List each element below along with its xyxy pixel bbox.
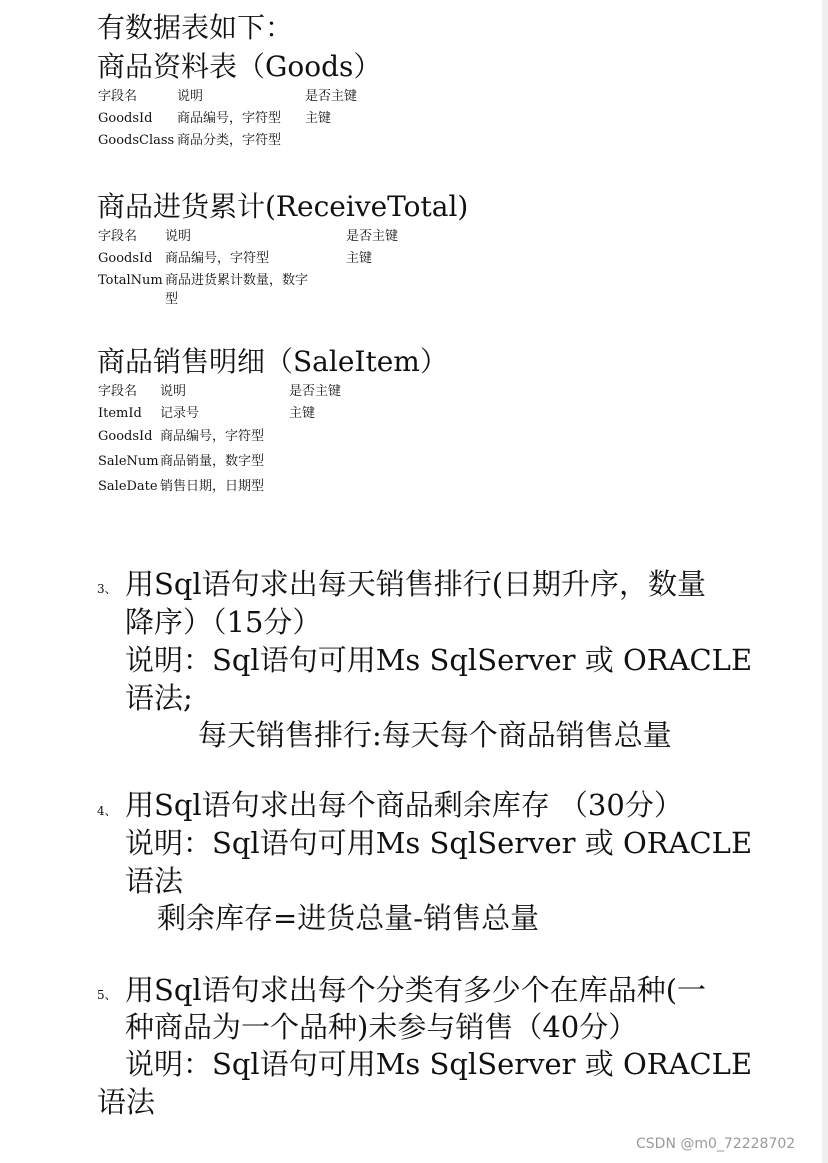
table-goods-header-desc: 说明	[177, 89, 204, 104]
question-line: 剩余库存=进货总量-销售总量	[157, 901, 540, 935]
table-saleitem-cell: ItemId	[98, 406, 142, 421]
table-goods-cell: 商品分类，字符型	[177, 133, 282, 148]
table-receive-header-key: 是否主键	[346, 229, 399, 244]
table-goods-cell: 商品编号，字符型	[177, 111, 282, 126]
table-receive-cell: 商品编号，字符型	[165, 251, 270, 266]
table-saleitem-cell: 主键	[289, 406, 316, 421]
question-line: 用Sql语句求出每个商品剩余库存 （30分）	[125, 788, 683, 822]
table-receive-cell: GoodsId	[98, 251, 153, 266]
table-saleitem-cell: 销售日期，日期型	[160, 479, 265, 494]
question-line: 说明：Sql语句可用Ms SqlServer 或 ORACLE	[125, 826, 753, 860]
table-receive-cell: 主键	[346, 251, 373, 266]
question-line: 语法	[125, 864, 184, 898]
table-saleitem-cell: 记录号	[160, 406, 200, 421]
table-saleitem-header-desc: 说明	[160, 384, 187, 399]
table-receive-header-desc: 说明	[165, 229, 192, 244]
question-number: 4、	[97, 804, 117, 818]
right-edge-strip	[822, 0, 828, 1163]
table-saleitem-cell: SaleNum	[98, 454, 159, 469]
table-goods-title: 商品资料表（Goods）	[97, 50, 382, 83]
table-goods-header-field: 字段名	[98, 89, 138, 104]
table-goods-cell: GoodsClass	[98, 133, 175, 148]
table-goods-cell: 主键	[305, 111, 332, 126]
question-line: 种商品为一个品种)未参与销售（40分）	[125, 1010, 638, 1044]
watermark: CSDN @m0_72228702	[636, 1136, 796, 1152]
question-line: 用Sql语句求出每个分类有多少个在库品种(一	[125, 973, 707, 1007]
question-line: 语法;	[125, 681, 193, 715]
table-receive-cell: TotalNum	[98, 273, 163, 288]
table-saleitem-title: 商品销售明细（SaleItem）	[97, 345, 448, 378]
table-goods-header-key: 是否主键	[305, 89, 358, 104]
table-saleitem-cell: GoodsId	[98, 429, 153, 444]
question-line: 说明：Sql语句可用Ms SqlServer 或 ORACLE	[125, 1047, 753, 1081]
table-saleitem-header-field: 字段名	[98, 384, 138, 399]
question-line: 说明：Sql语句可用Ms SqlServer 或 ORACLE	[125, 643, 753, 677]
table-saleitem-cell: SaleDate	[98, 479, 158, 494]
table-saleitem-cell: 商品编号，字符型	[160, 429, 265, 444]
question-number: 5、	[97, 988, 117, 1002]
question-line: 用Sql语句求出每天销售排行(日期升序，数量	[125, 567, 707, 601]
table-saleitem-cell: 商品销量，数字型	[160, 454, 265, 469]
question-line: 降序）（15分）	[125, 605, 322, 639]
table-receive-title: 商品进货累计(ReceiveTotal)	[97, 190, 469, 223]
question-line: 语法	[97, 1085, 156, 1119]
question-line: 每天销售排行:每天每个商品销售总量	[198, 718, 672, 752]
table-receive-cell-wrap: 型	[165, 292, 179, 307]
table-goods-cell: GoodsId	[98, 111, 153, 126]
table-receive-cell-wrap: 商品进货累计数量，数字	[165, 273, 309, 288]
question-number: 3、	[97, 582, 117, 596]
table-receive-header-field: 字段名	[98, 229, 138, 244]
table-saleitem-header-key: 是否主键	[289, 384, 342, 399]
intro-heading: 有数据表如下：	[97, 11, 294, 44]
